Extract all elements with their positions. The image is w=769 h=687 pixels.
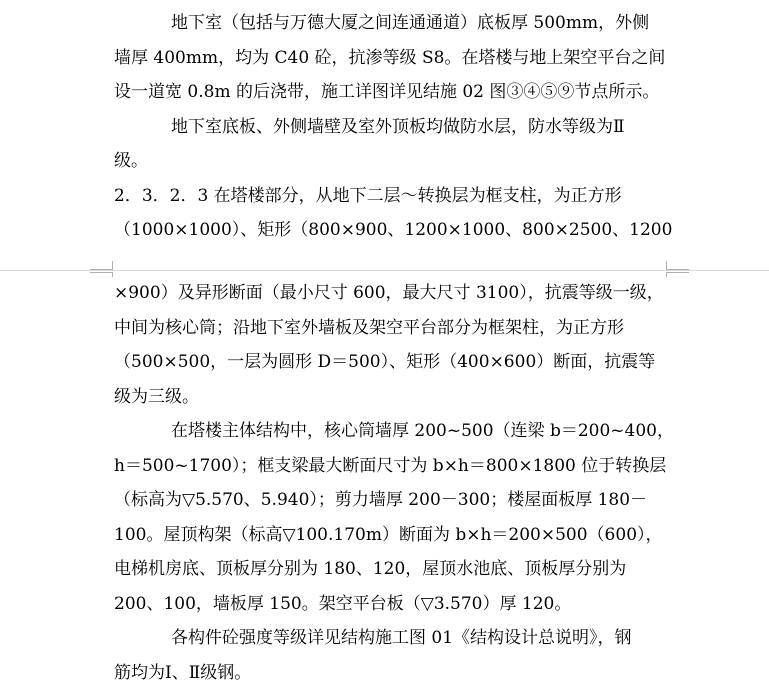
paragraph-line: h＝500~1700）；框支梁最大断面尺寸为 b×h＝800×1800 位于转换层 <box>114 455 667 476</box>
paragraph-line: 设一道宽 0.8m 的后浇带，施工详图详见结施 02 图③④⑤⑨节点所示。 <box>114 82 660 102</box>
paragraph-line: 在塔楼主体结构中，核心筒墙厚 200~500（连梁 b＝200~400， <box>171 421 674 441</box>
paragraph-line: 地下室底板、外侧墙壁及室外顶板均做防水层，防水等级为Ⅱ <box>171 116 625 137</box>
paragraph-line: 墙厚 400mm，均为 C40 砼，抗渗等级 S8。在塔楼与地上架空平台之间 <box>114 47 666 68</box>
paragraph-line: 电梯机房底、顶板厚分别为 180、120，屋顶水池底、顶板厚分别为 <box>114 559 627 579</box>
section-heading-line: 2．3．2．3 在塔楼部分，从地下二层～转换层为框支柱，为正方形 <box>114 185 622 206</box>
page-corner-mark <box>666 261 689 270</box>
paragraph-line: 200、100，墙板厚 150。架空平台板（▽3.570）厚 120。 <box>114 593 572 614</box>
page-corner-mark <box>90 272 113 277</box>
paragraph-line: （1000×1000）、矩形（800×900、1200×1000、800×2500、1200 <box>114 220 673 240</box>
paragraph-line: 级为三级。 <box>114 386 199 407</box>
text-block-lower <box>114 276 674 687</box>
paragraph-line: 100。屋顶构架（标高▽100.170m）断面为 b×h＝200×500（600）， <box>114 524 663 545</box>
paragraph-line: 地下室（包括与万德大厦之间连通通道）底板厚 500mm，外侧 <box>171 13 650 33</box>
paragraph-line: （500×500，一层为圆形 D＝500）、矩形（400×600）断面，抗震等 <box>114 352 656 372</box>
paragraph-line: （标高为▽5.570、5.940）；剪力墙厚 200－300；楼屋面板厚 180－ <box>114 490 648 510</box>
paragraph-line: 筋均为Ⅰ、Ⅱ级钢。 <box>114 662 252 683</box>
paragraph-line: ×900）及异形断面（最小尺寸 600，最大尺寸 3100），抗震等级一级， <box>114 283 664 303</box>
page-corner-mark <box>90 261 113 270</box>
paragraph-line: 中间为核心筒；沿地下室外墙板及架空平台部分为框架柱，为正方形 <box>114 317 624 338</box>
paragraph-line: 各构件砼强度等级详见结构施工图 01《结构设计总说明》，钢 <box>171 628 632 648</box>
text-block-upper <box>114 6 674 248</box>
page-upper <box>0 0 769 270</box>
paragraph-line: 级。 <box>114 151 148 171</box>
